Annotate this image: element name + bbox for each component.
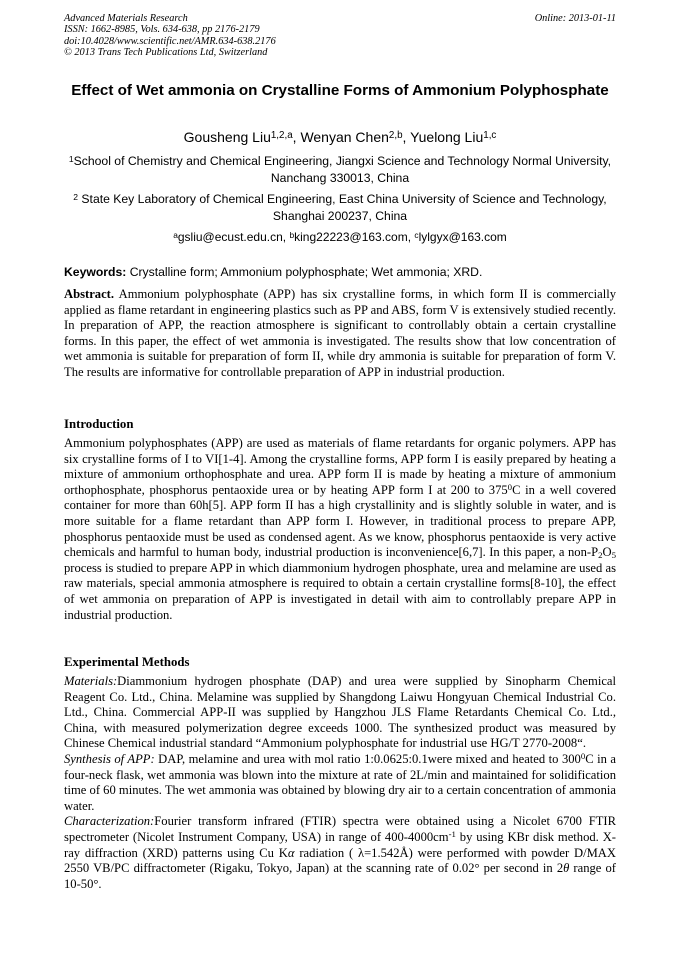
email-list xyxy=(64,229,616,245)
keywords-text: Crystalline form; Ammonium polyphosphate; Wet ammonia; XRD. xyxy=(126,265,483,279)
author-separator: , xyxy=(292,129,301,145)
affiliation-2 xyxy=(64,191,616,225)
email-address[interactable]: gsliu@ecust.edu.cn, xyxy=(177,230,290,244)
doi-line: doi:10.4028/www.scientific.net/AMR.634-638.2176 xyxy=(64,35,276,47)
issn-line: ISSN: 1662-8985, Vols. 634-638, pp 2176-2179 xyxy=(64,24,260,36)
author-affil-mark: 1,2,a xyxy=(270,130,293,142)
keywords xyxy=(64,264,616,280)
keywords-label: Keywords: xyxy=(64,265,127,279)
methods-heading: Experimental Methods xyxy=(64,655,190,669)
author-name: Yuelong Liu xyxy=(410,129,484,145)
author-name: Gousheng Liu xyxy=(183,129,271,145)
synthesis-paragraph xyxy=(64,752,616,814)
degree-mark: 0 xyxy=(580,751,586,762)
email-mark: c xyxy=(414,229,419,240)
methods-body xyxy=(64,674,616,892)
synthesis-text: C in a four-neck flask, wet ammonia was blown into the mixture at rate of 2L/min and maintained for solidification time of 60 minutes. The wet ammonia was obtained by blowing dry air to a certain concentration of ammonia water. xyxy=(64,751,617,813)
degree-mark: 0 xyxy=(507,482,513,493)
characterization-paragraph xyxy=(64,814,616,892)
online-date: Online: 2013-01-11 xyxy=(534,13,616,24)
email-mark: b xyxy=(289,229,295,240)
characterization-text: Fourier transform infrared (FTIR) spectra were obtained using a Nicolet 6700 FTIR spectrometer (Nicolet Instrument Company, USA) in range of 400-4000cm xyxy=(64,814,616,844)
affiliation-mark: 1 xyxy=(68,153,74,164)
author-name: Wenyan Chen xyxy=(300,129,389,145)
affiliation-text: State Key Laboratory of Chemical Engineering, East China University of Science and Technology, Shanghai 200237, China xyxy=(78,192,607,223)
journal-name: Advanced Materials Research xyxy=(64,13,188,24)
email-address[interactable]: king22223@163.com, xyxy=(294,230,415,244)
abstract-label: Abstract. xyxy=(64,287,115,301)
affiliation-1 xyxy=(64,153,616,187)
paper-title: Effect of Wet ammonia on Crystalline Forms of Ammonium Polyphosphate xyxy=(71,82,609,99)
abstract-text: Ammonium polyphosphate (APP) has six crystalline forms, in which form II is commercially applied as flame retardant in engineering plastics such as PP and ABS, form V is extensively studied recently. In preparation of APP, the reaction atmosphere is significant to controllably obtain a certain crystalline forms. In this paper, the effect of wet ammonia is investigated. The results show that low concentration of wet ammonia is suitable for preparation of form II, while dry ammonia is suitable for preparation of form V. The results are informative for controllable preparation of APP in industrial production. xyxy=(64,287,616,379)
characterization-text: by using KBr disk method. X-ray diffraction (XRD) patterns using Cu K xyxy=(64,829,617,860)
materials-paragraph xyxy=(64,674,616,752)
author-affil-mark: 2,b xyxy=(388,130,403,142)
characterization-text: radiation ( λ=1.542Å) were performed with powder D/MAX 2550 VB/PC diffractometer (Rigaku, Tokyo, Japan) at the scanning rate of 0.02° per second in 2 xyxy=(64,845,616,876)
subscript: 2 xyxy=(598,550,603,561)
introduction-heading: Introduction xyxy=(64,417,134,431)
intro-text: process is studied to prepare APP in which diammonium hydrogen phosphate, urea and melamine are used as raw materials, special ammonia atmosphere is required to obtain a certain crystalline forms[8-10], the effect of wet ammonia on preparation of APP is investigated in detail with aim to controllably prepare APP in industrial production. xyxy=(64,560,616,622)
alpha-symbol: α xyxy=(287,845,295,860)
materials-text: Diammonium hydrogen phosphate (DAP) and urea were supplied by Sinopharm Chemical Reagent Co. Ltd., China. Melamine was supplied by Shangdong Laiwu Hongyuan Chemical Industrial Co. Ltd., China. Commercial APP-II was supplied by Hangzhou JLS Flame Retardants Chemical Co. Ltd., China, with measured polymerization degree exceeds 1000. The synthesized product was measured by Chinese Chemical industrial standard “Ammonium polyphosphate for industrial use HG/T 2770-2008“. xyxy=(64,674,616,751)
intro-text: O xyxy=(602,545,612,560)
author-separator: , xyxy=(402,129,411,145)
intro-text: Ammonium polyphosphates (APP) are used as materials of flame retardants for organic polymers. APP has six crystalline forms of I to VI[1-4]. Among the crystalline forms, APP form I is easily prepared by heating a mixture of ammonium orthophosphate and urea. APP form II is made by heating a mixture of ammonium orthophosphate, phosphorus pentaoxide urea or by heating APP form I at 200 to 375 xyxy=(64,436,616,497)
intro-text: C in a well covered container for more than 60h[5]. APP form II has a high crystallinity and is slightly soluble in water, and is more suitable for a flame retardant than APP form I. However, in traditional process to prepare APP, phosphorus pentaoxide must be used as condensed agent. As we know, phosphorus pentaoxide is very active chemicals and harmful to human body, industrial production is inconvenience[6,7]. In this paper, a non-P xyxy=(64,482,616,560)
affiliation-mark: 2 xyxy=(73,191,79,202)
copyright-line: © 2013 Trans Tech Publications Ltd, Switzerland xyxy=(64,47,268,59)
author-list xyxy=(64,128,616,146)
materials-label: Materials: xyxy=(64,674,118,688)
characterization-label: Characterization: xyxy=(64,814,155,829)
superscript: -1 xyxy=(448,829,456,840)
characterization-text: range of 10-50°. xyxy=(64,861,616,891)
email-mark: a xyxy=(173,229,178,240)
synthesis-text: DAP, melamine and urea with mol ratio 1:0.0625:0.1were mixed and heated to 300 xyxy=(154,751,581,766)
abstract xyxy=(64,287,616,381)
subscript: 5 xyxy=(611,550,616,561)
synthesis-label: Synthesis of APP: xyxy=(64,751,155,766)
theta-symbol: θ xyxy=(563,861,570,876)
affiliation-text: School of Chemistry and Chemical Engineering, Jiangxi Science and Technology Normal University, Nanchang 330013, China xyxy=(73,154,612,185)
introduction-body xyxy=(64,436,616,623)
author-affil-mark: 1,c xyxy=(483,130,497,142)
journal-header xyxy=(64,13,616,59)
email-address[interactable]: lylgyx@163.com xyxy=(418,230,507,244)
